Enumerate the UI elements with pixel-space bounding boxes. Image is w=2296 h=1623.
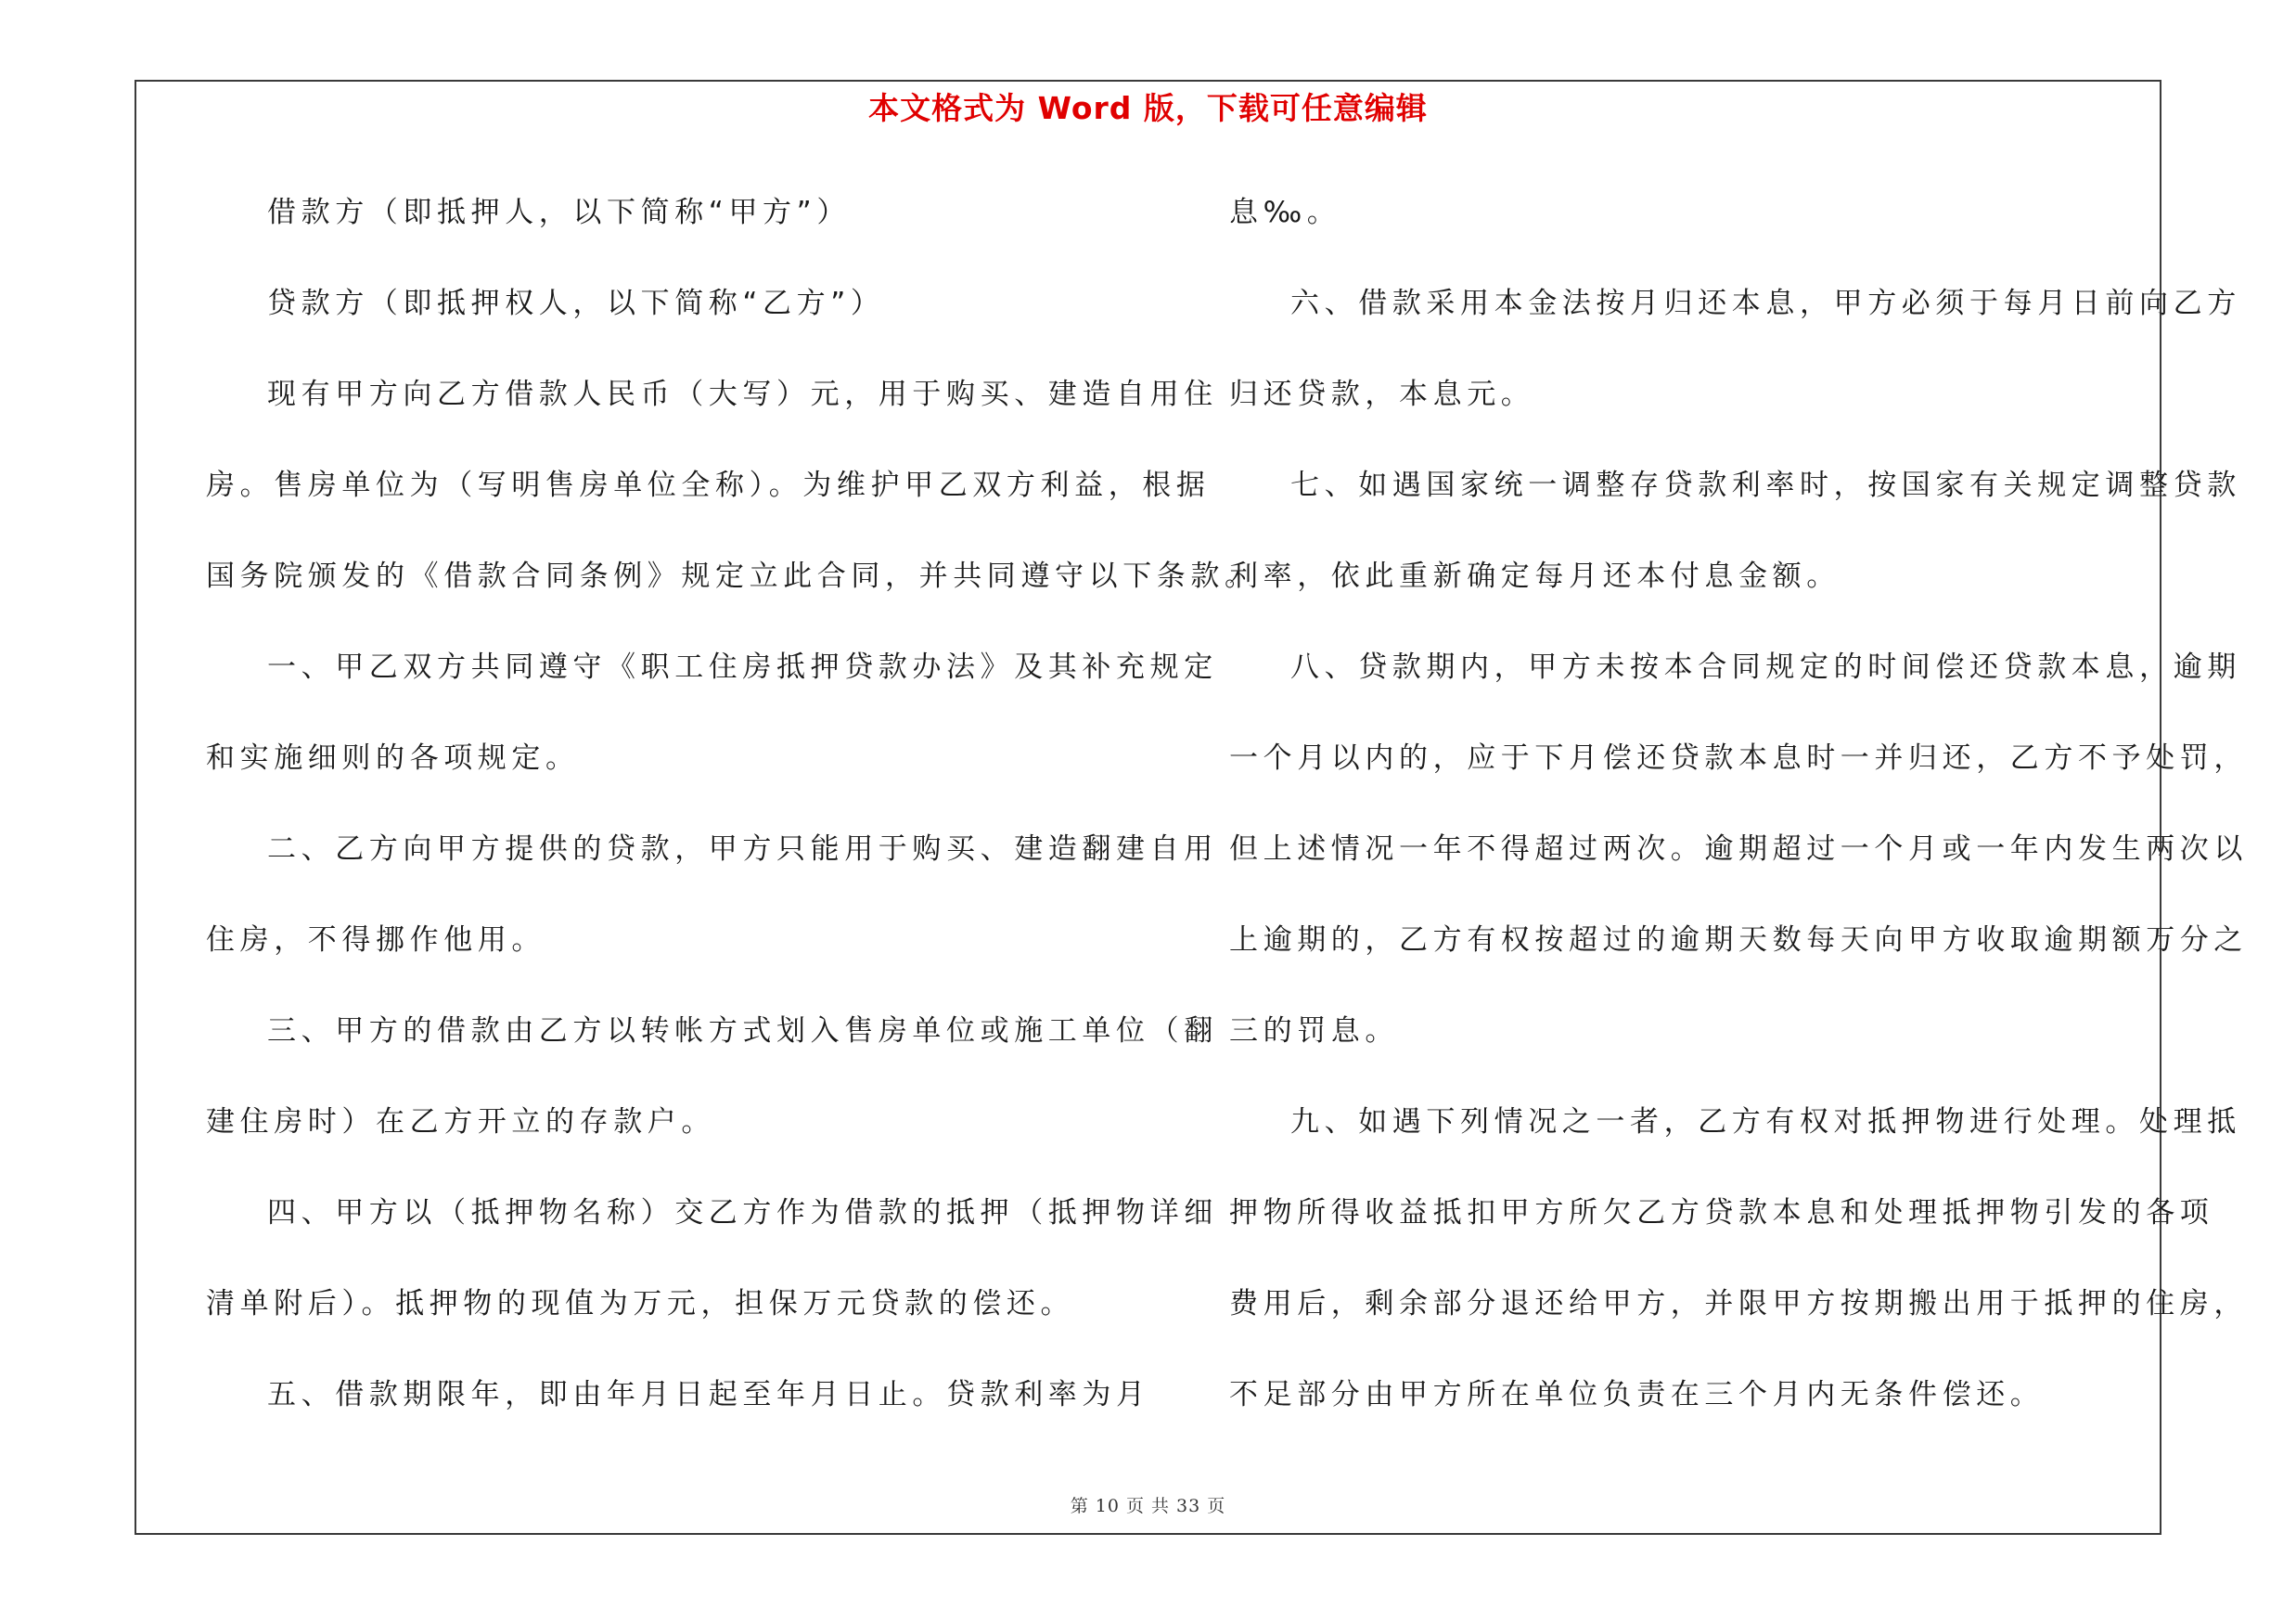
text-line: 四、甲方以（抵押物名称）交乙方作为借款的抵押（抵押物详细 <box>267 1196 1218 1230</box>
text-line: 五、借款期限年，即由年月日起至年月日止。贷款利率为月 <box>267 1378 1150 1411</box>
text-line: 和实施细则的各项规定。 <box>206 741 580 775</box>
text-line: 借款方（即抵押人，以下简称“甲方”） <box>267 196 851 229</box>
text-line: 押物所得收益抵扣甲方所欠乙方贷款本息和处理抵押物引发的各项 <box>1229 1196 2214 1230</box>
text-line: 但上述情况一年不得超过两次。逾期超过一个月或一年内发生两次以 <box>1229 832 2248 866</box>
text-line: 费用后，剩余部分退还给甲方，并限甲方按期搬出用于抵押的住房， <box>1229 1287 2248 1320</box>
text-line: 现有甲方向乙方借款人民币（大写）元，用于购买、建造自用住 <box>267 378 1218 411</box>
text-line: 建住房时）在乙方开立的存款户。 <box>206 1105 715 1139</box>
text-line: 上逾期的，乙方有权按超过的逾期天数每天向甲方收取逾期额万分之 <box>1229 923 2248 957</box>
text-line: 利率，依此重新确定每月还本付息金额。 <box>1229 560 1841 593</box>
text-line: 八、贷款期内，甲方未按本合同规定的时间偿还贷款本息，逾期 <box>1290 650 2241 684</box>
text-line: 不足部分由甲方所在单位负责在三个月内无条件偿还。 <box>1229 1378 2045 1411</box>
text-line: 六、借款采用本金法按月归还本息，甲方必须于每月日前向乙方 <box>1290 287 2241 320</box>
text-line: 三、甲方的借款由乙方以转帐方式划入售房单位或施工单位（翻 <box>267 1014 1218 1048</box>
text-line: 归还贷款，本息元。 <box>1229 378 1535 411</box>
text-line: 国务院颁发的《借款合同条例》规定立此合同，并共同遵守以下条款。 <box>206 560 1259 593</box>
text-line: 二、乙方向甲方提供的贷款，甲方只能用于购买、建造翻建自用 <box>267 832 1218 866</box>
text-line: 九、如遇下列情况之一者，乙方有权对抵押物进行处理。处理抵 <box>1290 1105 2241 1139</box>
text-line: 房。售房单位为（写明售房单位全称）。为维护甲乙双方利益，根据 <box>206 469 1211 502</box>
text-line: 贷款方（即抵押权人，以下简称“乙方”） <box>267 287 885 320</box>
right-column <box>1229 190 2248 1463</box>
word-format-banner: 本文格式为 Word 版，下载可任意编辑 <box>868 90 1428 126</box>
text-line: 息‰。 <box>1229 196 1341 229</box>
text-line: 三的罚息。 <box>1229 1014 1399 1048</box>
text-line: 一、甲乙双方共同遵守《职工住房抵押贷款办法》及其补充规定 <box>267 650 1218 684</box>
text-line: 清单附后）。抵押物的现值为万元，担保万元贷款的偿还。 <box>206 1287 1075 1320</box>
page-number-footer: 第 10 页 共 33 页 <box>1070 1496 1226 1516</box>
text-line: 七、如遇国家统一调整存贷款利率时，按国家有关规定调整贷款 <box>1290 469 2241 502</box>
text-line: 住房，不得挪作他用。 <box>206 923 545 957</box>
text-line: 一个月以内的，应于下月偿还贷款本息时一并归还，乙方不予处罚， <box>1229 741 2248 775</box>
left-column <box>206 190 1259 1463</box>
